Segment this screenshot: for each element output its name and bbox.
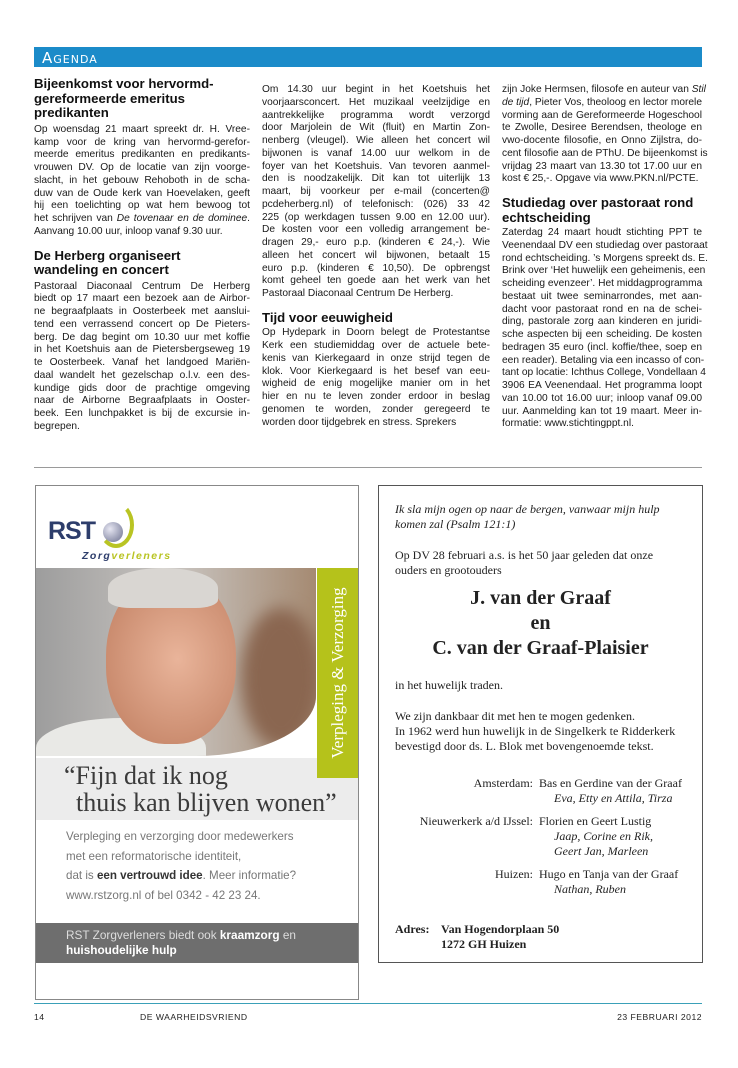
text-line: hij een toelichting op wat hem bewoog tot [34, 200, 250, 212]
thanks-line: We zijn dankbaar dit met hen te mogen gedenken. [395, 709, 635, 723]
family-entry [379, 867, 702, 897]
family-kids: Eva, Etty en Attila, Tirza [554, 791, 673, 805]
logo-sphere-icon [103, 522, 123, 542]
text-line: Kerk een studiemiddag over de actuele bete- [262, 340, 490, 352]
page-number: 14 [34, 1012, 45, 1022]
text-line: 3906 EA Veenendaal. Het programma loopt [502, 380, 702, 392]
text-line: een reader). Betaling via een incasso of con- [502, 354, 705, 366]
text-line: Om 14.30 uur begint in het Koetshuis het [262, 84, 490, 95]
text: . Meer informatie? [202, 869, 297, 882]
text-line: kundige gids door de prachtige omgeving [34, 382, 250, 394]
article-body [34, 281, 250, 434]
text-line: genomen te worden, zonder geregeerd te [262, 403, 490, 415]
family-kids: Nathan, Ruben [554, 882, 626, 896]
article-de-herberg [34, 249, 250, 434]
text-line: Pastoraal Diaconaal Centrum De Herberg. [262, 288, 454, 299]
article-body-continued [262, 84, 490, 301]
family-place: Huizen: [495, 867, 533, 881]
text-line: pcdeherberg.nl) of telefonisch: (026) 33 42 [262, 198, 490, 210]
text-line: kamp voor de kring van hervormd-gerefor- [34, 136, 250, 148]
text-line: door Marjolein de Wit (fluit) en Martin Zon- [262, 122, 490, 134]
family-kids-row [379, 829, 702, 844]
name-conjunction: en [530, 612, 551, 634]
family-kids-row [379, 844, 702, 859]
family-kids: Jaap, Corine en Rik, [554, 829, 653, 843]
italic-title: de tijd [502, 96, 530, 108]
thanks-line: In 1962 werd hun huwelijk in de Singelkerk te Ridderkerk [395, 724, 676, 738]
heading-line: gereformeerde emeritus [34, 90, 185, 106]
text: RST Zorgverleners biedt ook [66, 928, 220, 942]
text-line: rond echtscheiding. ’s Morgens spreekt ds. E. [502, 252, 708, 264]
text-line: vrijdag 23 maart van 13.30 tot 17.00 uur en [502, 160, 702, 172]
article-body [262, 327, 490, 429]
text-line: berg. De dag begint om 10.30 uur met koffie [34, 331, 250, 343]
tagline-text: Verpleging & Verzorging [328, 587, 347, 759]
footer-divider [34, 1003, 702, 1004]
section-header-bar [34, 47, 702, 67]
text-line [502, 84, 706, 97]
text-line: van 10.00 tot 16.00 uur; inloop vanaf 09.00 [502, 392, 702, 404]
quote-line: “Fijn dat ik nog [64, 761, 228, 790]
heading-line: echtscheiding [502, 209, 591, 225]
ad-contact-line: www.rstzorg.nl of bel 0342 - 42 23 24. [66, 888, 261, 902]
text-line: tant op locatie: Ichthus College, Vondellaan 4 [502, 367, 706, 379]
family-place: Amsterdam: [473, 776, 533, 790]
text-line: naar de Airborne Begraafplaats in Ooster- [34, 395, 250, 407]
text-line: duw van de Oude kerk van Hoevelaken, geeft [34, 187, 250, 199]
verse-line: komen zal (Psalm 121:1) [395, 517, 516, 531]
family-place: Nieuwerkerk a/d IJssel: [419, 814, 533, 828]
text-line: komt geheel ten goede aan het werk van het [262, 275, 490, 287]
intro-line: Op DV 28 februari a.s. is het 50 jaar geleden dat onze [395, 548, 654, 562]
heading-line: predikanten [34, 105, 109, 121]
ad-quote [36, 758, 358, 820]
text-line: worden door tijdgebrek en stress. Sprekers [262, 416, 457, 428]
couple-names [379, 586, 702, 661]
article-bijeenkomst [34, 77, 250, 239]
family-row [379, 814, 702, 829]
family-parents: Hugo en Tanja van der Graaf [539, 867, 679, 881]
publication-name: DE WAARHEIDSVRIEND [140, 1012, 248, 1022]
name-wife: C. van der Graaf-Plaisier [432, 637, 649, 659]
text-line: aantrekkelijke programma wordt verzorgd [262, 109, 490, 121]
article-tijd-voor-eeuwigheid [262, 311, 490, 430]
text-line: biedt op 17 maart een bezoek aan de Airbor- [34, 293, 250, 305]
text-line: den is noodzakelijk. Dit kan tot uiterlijk 13 [262, 173, 490, 185]
text-line: tend een verrassend concert op De Pieters- [34, 318, 250, 330]
text-line: dragen 29,- euro p.p. (kinderen € 24,-). Wie [262, 237, 490, 248]
text-line: vrouwen DV. Op de locatie van zijn voorge- [34, 162, 250, 174]
heading-line: Studiedag over pastoraat rond [502, 195, 694, 210]
address-label: Adres: [395, 922, 430, 936]
text-line: vorming aan de Gereformeerde Hogeschool [502, 109, 702, 121]
text-line: ding, pastorale zorg aan kinderen en juridi- [502, 316, 702, 328]
logo-subtitle-a: Zorg [82, 550, 112, 562]
text-line: te Oosterbeek. Vanaf het landgoed Mariën- [34, 357, 250, 369]
heading-line: De Herberg organiseert [34, 247, 181, 263]
rst-logo [48, 500, 178, 560]
intro-line: ouders en grootouders [395, 563, 502, 577]
text-line: maart, bij voorkeur per e-mail (concerten@ [262, 186, 490, 197]
heading-line: Bijeenkomst voor hervormd- [34, 76, 214, 91]
text-line: daal wandelt het gezelschap o.l.v. een des- [34, 369, 250, 381]
heading-line: Tijd voor eeuwigheid [262, 309, 393, 325]
text-line: klok. Voor Kierkegaard is het besef van eeu- [262, 365, 490, 377]
section-title: Agenda [42, 49, 98, 67]
tagline-band [317, 568, 359, 778]
column-2 [262, 84, 490, 429]
address-street: Van Hogendorplaan 50 [441, 922, 560, 936]
text-line: Aanvang 10.00 uur, inloop vanaf 9.30 uur. [34, 225, 223, 237]
text-line: sche aspecten bij een scheiding. De kosten [502, 329, 702, 341]
text-line [502, 97, 702, 110]
emphasis: huishoudelijke hulp [66, 943, 177, 957]
family-parents: Bas en Gerdine van der Graaf [539, 776, 682, 790]
column-1 [34, 77, 250, 434]
text-line: alleen het concert wil bijwonen, betaalt 15 [262, 249, 490, 261]
text-line: bijwonen is vanaf 14.00 uur welkom in de [262, 147, 490, 159]
text-line: dacht voor pastoraat rond en na de schei- [502, 303, 702, 315]
text-line: begrepen. [34, 420, 80, 432]
text-line: voorjaarsconcert. Het muzikaal veelzijdige en [262, 96, 490, 108]
family-list [379, 776, 702, 905]
text-line: Zaterdag 24 maart houdt stichting PPT te [502, 227, 702, 239]
text-line: kost € 25,-. Opgave via www.PKN.nl/PCTE. [502, 173, 699, 185]
family-entry [379, 814, 702, 859]
text-line: in het Koetshuis aan de Pietersbergseweg 19 [34, 344, 250, 356]
family-row [379, 867, 702, 882]
family-kids: Geert Jan, Marleen [554, 844, 649, 858]
article-body [34, 124, 250, 239]
text-line: slacht, in het gebouw Rehoboth in de scha- [34, 174, 250, 186]
text-line: cent filosofie aan de PThU. De bijeenkomst is [502, 147, 708, 159]
family-parents: Florien en Geert Lustig [539, 814, 652, 828]
text-line: bestaat uit twee seminarrondes, met aan- [502, 290, 702, 302]
name-husband: J. van der Graaf [470, 587, 611, 609]
senior-man-photo [36, 568, 316, 756]
text-line: vwo-docente filosofie, en Onno Zijlstra, do- [502, 135, 702, 146]
issue-date: 23 FEBRUARI 2012 [617, 1012, 702, 1022]
text-line: kenis van Kierkegaard in onze strijd tegen de [262, 352, 490, 364]
ad-body-line [66, 866, 296, 886]
text: . [247, 213, 250, 225]
quote-line: thuis kan blijven wonen” [76, 788, 337, 817]
text-line: Op Hydepark in Doorn belegt de Protestantse [262, 327, 490, 339]
text-line: 225 (op werkdagen tussen 9.00 en 12.00 uur). [262, 211, 490, 223]
article-heading [34, 249, 250, 278]
ad-body [66, 827, 296, 905]
text-line: foyer van het Koetshuis. Van tevoren aanmel- [262, 160, 490, 172]
text-line: Pastoraal Diaconaal Centrum De Herberg [34, 280, 250, 292]
text-line: meerde emeritus predikanten en predikants- [34, 149, 250, 161]
ad-footer-bar [36, 923, 358, 963]
family-kids-row [379, 791, 702, 806]
text-line: euro p.p. (kinderen € 10,50). De opbrengst [262, 262, 490, 274]
logo-subtitle-b: verleners [111, 550, 172, 562]
text-line: te Zwolle, Desiree Berendsen, theologe en [502, 122, 702, 134]
article-heading [502, 196, 702, 225]
photo-hair [108, 568, 218, 608]
text-line: Op woensdag 21 maart spreekt dr. H. Vree- [34, 123, 250, 135]
italic-title: Stil [691, 84, 706, 95]
text-line: scheiding evenzeer’. Het middagprogramma [502, 278, 703, 290]
text-line: hier en nu te leven zonder erdoor in beslag [262, 391, 490, 403]
address-city: 1272 GH Huizen [441, 937, 527, 951]
text-line: ne begraafplaats in Oosterbeek met aanslui- [34, 306, 250, 318]
text-line: nenberg (vleugel). Wie alleen het concert wil [262, 135, 490, 146]
article-studiedag [502, 195, 708, 431]
ad-body-line: Verpleging en verzorging door medewerkers [66, 830, 294, 843]
text: zijn Joke Hermsen, filosofe en auteur van [502, 84, 692, 95]
emphasis: een vertrouwd idee [96, 869, 203, 882]
text: en [279, 928, 296, 942]
text: dat is [66, 869, 97, 882]
ad-body-line: met een reformatorische identiteit, [66, 849, 242, 863]
logo-subtitle [82, 550, 172, 562]
divider [34, 467, 702, 468]
family-entry [379, 776, 702, 806]
text-line [34, 213, 250, 226]
emphasis: kraamzorg [219, 928, 280, 942]
article-body [502, 227, 708, 431]
text-line: Veenendaal DV een studiedag over pastoraat [502, 239, 708, 251]
text-line: De kosten voor een volledig arrangement be- [262, 224, 490, 236]
text: het schrijven van [34, 213, 117, 225]
text-line: Brink over ‘Het huwelijk een geheimenis, een [502, 265, 706, 277]
article-body-continued [502, 84, 708, 186]
logo-text: RST [48, 517, 95, 545]
text-line: uur. Aanmelding kan tot 19 maart. Meer in- [502, 405, 702, 417]
address [395, 922, 560, 951]
anniversary-announcement [378, 485, 703, 963]
italic-title: De tovenaar en de dominee [116, 213, 248, 225]
verse-line: Ik sla mijn ogen op naar de bergen, vanwaar mijn hulp [395, 502, 660, 516]
text-line: beek. Een lunchpakket is bij de excursie in- [34, 408, 250, 420]
rst-advertisement[interactable] [35, 485, 359, 1000]
married-line: in het huwelijk traden. [395, 678, 503, 692]
text: , Pieter Vos, theoloog en lector morele [529, 96, 702, 108]
article-heading [34, 77, 250, 121]
text-line: formatie: www.stichtingppt.nl. [502, 418, 634, 430]
family-row [379, 776, 702, 791]
text-line: bedragen 35 euro (incl. koffie/thee, soep en [502, 341, 702, 353]
thanks-line: bevestigd door ds. L. Blok met bovengenoemde tekst. [395, 739, 654, 753]
article-heading [262, 311, 490, 326]
family-kids-row [379, 882, 702, 897]
photo-background-figure [241, 608, 316, 748]
heading-line: wandeling en concert [34, 262, 169, 278]
text-line: wigheid de enig mogelijke manier om in het [262, 378, 490, 390]
column-3 [502, 84, 708, 431]
